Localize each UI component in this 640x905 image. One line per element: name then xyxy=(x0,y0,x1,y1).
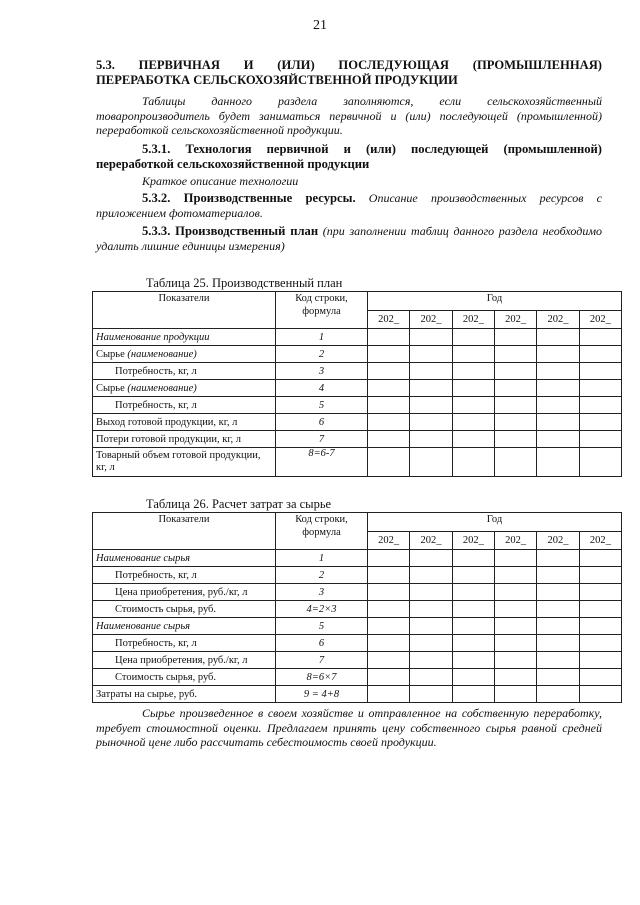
table-row xyxy=(93,363,622,380)
cell[interactable] xyxy=(579,363,621,380)
subsection-2-heading: 5.3.2. Производственные ресурсы. xyxy=(142,191,356,205)
row-code: 6 xyxy=(276,635,368,652)
cell[interactable] xyxy=(579,448,621,477)
table25-caption: Таблица 25. Производственный план xyxy=(146,276,343,290)
row-code: 2 xyxy=(276,346,368,363)
cell[interactable] xyxy=(410,567,452,584)
table26-header-code: Код строки, формула xyxy=(276,513,368,550)
table26-header-year: Год xyxy=(368,513,622,532)
cell[interactable] xyxy=(410,652,452,669)
cell[interactable] xyxy=(410,448,452,477)
row-code: 1 xyxy=(276,329,368,346)
page-number: 21 xyxy=(313,18,327,33)
cell[interactable] xyxy=(537,584,579,601)
cell[interactable] xyxy=(494,414,536,431)
table-row xyxy=(93,397,622,414)
cell[interactable] xyxy=(494,397,536,414)
cell[interactable] xyxy=(452,618,494,635)
row-label: Цена приобретения, руб./кг, л xyxy=(93,652,276,669)
row-code: 4=2×3 xyxy=(276,601,368,618)
cell[interactable] xyxy=(368,550,410,567)
cell[interactable] xyxy=(452,380,494,397)
row-label: Наименование сырья xyxy=(93,618,276,635)
cell[interactable] xyxy=(537,380,579,397)
cell[interactable] xyxy=(410,686,452,703)
cell[interactable] xyxy=(368,567,410,584)
table26-year-3: 202_ xyxy=(452,532,494,550)
section-heading-line1: 5.3. ПЕРВИЧНАЯ И (ИЛИ) ПОСЛЕДУЮЩАЯ (ПРОМЫШЛЕННАЯ) xyxy=(96,58,602,72)
cell[interactable] xyxy=(494,346,536,363)
cell[interactable] xyxy=(494,567,536,584)
cell[interactable] xyxy=(579,567,621,584)
row-code: 7 xyxy=(276,431,368,448)
row-label: Потребность, кг, л xyxy=(93,635,276,652)
cell[interactable] xyxy=(579,584,621,601)
table25-year-5: 202_ xyxy=(537,311,579,329)
table-row xyxy=(93,431,622,448)
cell[interactable] xyxy=(579,669,621,686)
cell[interactable] xyxy=(494,584,536,601)
cell[interactable] xyxy=(452,635,494,652)
table25-year-2: 202_ xyxy=(410,311,452,329)
cell[interactable] xyxy=(410,601,452,618)
table26-header-indicator: Показатели xyxy=(93,513,276,550)
table25-year-4: 202_ xyxy=(494,311,536,329)
cell[interactable] xyxy=(537,414,579,431)
cell[interactable] xyxy=(537,550,579,567)
cell[interactable] xyxy=(452,652,494,669)
subsection-3 xyxy=(96,224,602,253)
row-code: 3 xyxy=(276,363,368,380)
row-label: Товарный объем готовой продукции, кг, л xyxy=(93,448,276,477)
cell[interactable] xyxy=(537,397,579,414)
cell[interactable] xyxy=(410,635,452,652)
cell[interactable] xyxy=(537,669,579,686)
row-code: 2 xyxy=(276,567,368,584)
table-row xyxy=(93,448,622,477)
cell[interactable] xyxy=(368,635,410,652)
cell[interactable] xyxy=(452,397,494,414)
table25-year-6: 202_ xyxy=(579,311,621,329)
row-code: 8=6×7 xyxy=(276,669,368,686)
table-row xyxy=(93,346,622,363)
cell[interactable] xyxy=(410,329,452,346)
cell[interactable] xyxy=(579,431,621,448)
row-label: Цена приобретения, руб./кг, л xyxy=(93,584,276,601)
row-label: Сырье (наименование) xyxy=(93,380,276,397)
cell[interactable] xyxy=(410,380,452,397)
cell[interactable] xyxy=(368,329,410,346)
cell[interactable] xyxy=(452,601,494,618)
cell[interactable] xyxy=(452,567,494,584)
row-label: Выход готовой продукции, кг, л xyxy=(93,414,276,431)
cell[interactable] xyxy=(368,363,410,380)
table26-year-2: 202_ xyxy=(410,532,452,550)
cell[interactable] xyxy=(410,431,452,448)
table25-header-code: Код строки, формула xyxy=(276,292,368,329)
cell[interactable] xyxy=(368,601,410,618)
row-code: 5 xyxy=(276,618,368,635)
cell[interactable] xyxy=(537,686,579,703)
table-row xyxy=(93,686,622,703)
cell[interactable] xyxy=(494,448,536,477)
cell[interactable] xyxy=(494,686,536,703)
subsection-3-heading: 5.3.3. Производственный план xyxy=(142,224,319,238)
cell[interactable] xyxy=(410,414,452,431)
row-label: Сырье (наименование) xyxy=(93,346,276,363)
cell[interactable] xyxy=(494,431,536,448)
table-row xyxy=(93,618,622,635)
cell[interactable] xyxy=(579,380,621,397)
row-label: Стоимость сырья, руб. xyxy=(93,669,276,686)
row-label: Потребность, кг, л xyxy=(93,567,276,584)
cell[interactable] xyxy=(410,584,452,601)
cell[interactable] xyxy=(452,448,494,477)
table-row xyxy=(93,635,622,652)
row-code: 7 xyxy=(276,652,368,669)
cell[interactable] xyxy=(368,618,410,635)
section-heading-line2: ПЕРЕРАБОТКА СЕЛЬСКОХОЗЯЙСТВЕННОЙ ПРОДУКЦИИ xyxy=(96,73,458,87)
cell[interactable] xyxy=(537,448,579,477)
cell[interactable] xyxy=(368,652,410,669)
subsection-2 xyxy=(96,191,602,220)
cell[interactable] xyxy=(537,652,579,669)
cell[interactable] xyxy=(452,414,494,431)
cell[interactable] xyxy=(494,380,536,397)
cell[interactable] xyxy=(579,329,621,346)
cell[interactable] xyxy=(452,431,494,448)
table25-year-1: 202_ xyxy=(368,311,410,329)
cell[interactable] xyxy=(368,431,410,448)
cell[interactable] xyxy=(494,652,536,669)
subsection-1-heading: 5.3.1. Технология первичной и (или) последующей (промышленной) переработкой сельскохозяйственной продукции xyxy=(96,142,602,171)
table-row xyxy=(93,329,622,346)
cell[interactable] xyxy=(494,669,536,686)
cell[interactable] xyxy=(579,397,621,414)
cell[interactable] xyxy=(579,652,621,669)
row-code: 8=6-7 xyxy=(276,448,368,477)
table-row xyxy=(93,601,622,618)
row-label: Наименование продукции xyxy=(93,329,276,346)
table26-caption: Таблица 26. Расчет затрат за сырье xyxy=(146,497,332,511)
table26 xyxy=(92,512,622,703)
row-code: 4 xyxy=(276,380,368,397)
cell[interactable] xyxy=(579,618,621,635)
cell[interactable] xyxy=(410,397,452,414)
cell[interactable] xyxy=(537,329,579,346)
cell[interactable] xyxy=(494,601,536,618)
cell[interactable] xyxy=(537,635,579,652)
row-label: Затраты на сырье, руб. xyxy=(93,686,276,703)
table26-year-1: 202_ xyxy=(368,532,410,550)
section-intro: Таблицы данного раздела заполняются, если сельскохозяйственный товаропроизводитель будет заниматься первичной и (или) последующей (промышленной) переработкой сельскохозяйственной продукции. xyxy=(96,94,602,137)
table-row xyxy=(93,567,622,584)
cell[interactable] xyxy=(368,584,410,601)
table-row xyxy=(93,550,622,567)
cell[interactable] xyxy=(579,550,621,567)
table25-year-3: 202_ xyxy=(452,311,494,329)
row-label: Стоимость сырья, руб. xyxy=(93,601,276,618)
row-code: 5 xyxy=(276,397,368,414)
table25-header-year: Год xyxy=(368,292,622,311)
cell[interactable] xyxy=(537,567,579,584)
cell[interactable] xyxy=(452,686,494,703)
cell[interactable] xyxy=(494,329,536,346)
subsection-2-text: Описание производственных ресурсов с приложением фотоматериалов. xyxy=(96,191,603,220)
cell[interactable] xyxy=(452,329,494,346)
table-row xyxy=(93,414,622,431)
cell[interactable] xyxy=(410,363,452,380)
table-row xyxy=(93,652,622,669)
cell[interactable] xyxy=(452,669,494,686)
cell[interactable] xyxy=(537,601,579,618)
cell[interactable] xyxy=(368,686,410,703)
cell[interactable] xyxy=(579,414,621,431)
cell[interactable] xyxy=(368,380,410,397)
cell[interactable] xyxy=(368,448,410,477)
row-code: 6 xyxy=(276,414,368,431)
row-code: 1 xyxy=(276,550,368,567)
table-row xyxy=(93,380,622,397)
cell[interactable] xyxy=(579,686,621,703)
cell[interactable] xyxy=(537,618,579,635)
cell[interactable] xyxy=(452,584,494,601)
footnote: Сырье произведенное в своем хозяйстве и отправленное на собственную переработку, требует стоимостной оценки. Предлагаем принять цену собственного сырья равной средней рыночной цене либо рассчитать себестоимость своей продукции. xyxy=(96,706,602,749)
cell[interactable] xyxy=(410,550,452,567)
cell[interactable] xyxy=(537,431,579,448)
row-label: Потери готовой продукции, кг, л xyxy=(93,431,276,448)
cell[interactable] xyxy=(579,635,621,652)
table-row xyxy=(93,669,622,686)
table-row xyxy=(93,584,622,601)
cell[interactable] xyxy=(494,363,536,380)
cell[interactable] xyxy=(368,397,410,414)
row-label: Потребность, кг, л xyxy=(93,397,276,414)
table26-year-5: 202_ xyxy=(537,532,579,550)
cell[interactable] xyxy=(368,346,410,363)
cell[interactable] xyxy=(579,346,621,363)
cell[interactable] xyxy=(368,414,410,431)
table26-year-6: 202_ xyxy=(579,532,621,550)
row-label: Наименование сырья xyxy=(93,550,276,567)
subsection-3-text: (при заполнении таблиц данного раздела необходимо удалить лишние единицы измерения) xyxy=(96,224,602,253)
subsection-1-text: Краткое описание технологии xyxy=(142,174,299,188)
row-code: 9 = 4+8 xyxy=(276,686,368,703)
cell[interactable] xyxy=(410,618,452,635)
cell[interactable] xyxy=(452,550,494,567)
cell[interactable] xyxy=(410,346,452,363)
cell[interactable] xyxy=(452,346,494,363)
row-label: Потребность, кг, л xyxy=(93,363,276,380)
row-code: 3 xyxy=(276,584,368,601)
cell[interactable] xyxy=(452,363,494,380)
cell[interactable] xyxy=(579,601,621,618)
table25 xyxy=(92,291,622,477)
table26-year-4: 202_ xyxy=(494,532,536,550)
cell[interactable] xyxy=(494,635,536,652)
cell[interactable] xyxy=(537,346,579,363)
table25-header-indicator: Показатели xyxy=(93,292,276,329)
cell[interactable] xyxy=(537,363,579,380)
cell[interactable] xyxy=(368,669,410,686)
cell[interactable] xyxy=(494,618,536,635)
cell[interactable] xyxy=(410,669,452,686)
cell[interactable] xyxy=(494,550,536,567)
